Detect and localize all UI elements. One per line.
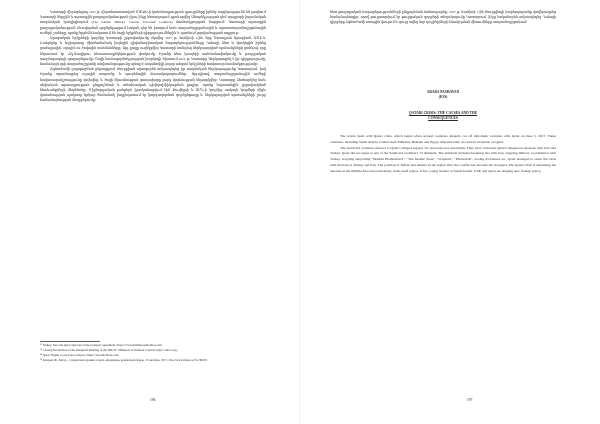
right-intro-text	[330, 10, 556, 26]
title-line-2: CONSEQUENCES	[428, 116, 458, 121]
page-number-right: 197	[467, 398, 473, 402]
footnote: ¹⁴ Qatar: flights to use Iran's airspace, https://en.radiofarda.com.	[40, 353, 120, 357]
right-page	[300, 0, 600, 424]
footnote: ¹³ Closing Declaration of the Inaugural Meeting of the IMCTC Ministers of Defense Council, https://imctc.org.	[40, 348, 178, 352]
abstract-paragraph-2: The Saudi led coalition referred to Qatar's alleged support for terrorism and extremism. They have criticized Qatar's dangerous relations with Iran and Turkey. Qatar did not agree to any of the Saudi-led coalition's 13 demands. The demands included breaking ties with Iran, stopping military coordination with Turkey, stopping supporting "Muslim Brotherhood", "The Islamic State", "al-Qaeda", "Hezbollah", closing Al-Jazeera etc. Qatar managed to resist the crisis with the help of Turkey and Iran. The position of Tehran and Ankara in the region after the conflict has become the strongest. The Qatari crisis is deepening the tensions in the Middle East and particularly in the Gulf region. A few young leaders of Saudi Arabia, UAE and Qatar are shaping new foreign policy.	[330, 145, 556, 173]
author-affiliation: (IOS)	[438, 95, 448, 100]
left-body-text	[40, 10, 266, 104]
abstract-paragraph-1: The article deals with Qatari crisis, which began when several countries abruptly cut off diplomatic relations with Qatar on June 5, 2017. These countries, including Saudi Arabia, United Arab Emirates, Bahrain and Egypt, imposed land, sea and air blockade on Qatar.	[330, 134, 556, 144]
abstract-text	[330, 134, 556, 175]
right-intro-paragraph: հետ քաղաքական հարաբերությունների ընդլայնման ճանապարհը։ 2017 թ. հունիսի 7-ին Թուրքիայի խորհրդարանը վավերացրեց համաձայնագիր, որով թույլատրվում էր թուրքական զորքերի տեղակայումը Կատարում, ինչը էականորեն ամրապնդեց Դոհայի դիրքերը ճգնաժամի առաջին փուլում և ցույց տվեց նոր դաշինքների ձևավորման միտումները տարածաշրջանում։	[330, 10, 556, 25]
author-block	[330, 90, 556, 101]
left-paragraph-2: Արաբական երկրների կողմից Կատարի շրջափակումը սկսվեց 2017 թ. հունիսի 5-ին, երբ Սաուդյան Արաբիան, ԱՄԷ-ն, Բահրեյնը և Եգիպտոսը միաժամանակ խզեցին դիվանագիտական հարաբերությունները Դոհայի հետ և փակեցին իրենց ցամաքային, օդային ու ծովային սահմանները։ Այդ քայլը ուղեկցվեց Կատարի հանդեպ ներկայացված պահանջների ցանկով, որը ներառում էր «Ալ-Ջազիրա» հեռուստաընկերության փակումը, Իրանի հետ կապերի սահմանափակումը և թուրքական ռազմաբազայի դադարեցումը։ Ծոցի համագործակցության խորհրդի նիստում 2022 թ. Կատարը ներկայացրել է իր դիրքորոշումը, համաձայն որի տարածաշրջանի անվտանգությունը պետք է ապահովվի բոլոր անդամ երկրների հավասար մասնակցությամբ։	[40, 36, 266, 67]
author-name: ARAKS PASHAYAN	[426, 90, 460, 94]
title-line-1: QATARI CRISIS: THE CAUSES AND THE	[408, 111, 478, 115]
footnote-rule	[40, 341, 100, 342]
left-paragraph-1: Կատարի վերաբերյալ 2015 թ. վերահաստատված ՄԱԳԽ-ի կանոնադրության դրույթները իրենց ազդեցությունն են թողնում Կատարի ներքին և արտաքին քաղաքականության վրա, ինչը հետագայում դրսևորվեց Ահաբեկչության դեմ պայքարի իսլամական ռազմական կոալիցիայում (The Islamic Military Counter Terrorism Coalition) մասնակցության հարցում։ Կատարի արտաքին քաղաքականության ձևավորման գործընթացում էական դեր են խաղում նաև տարածաշրջանային և արտատարածաշրջանային ուժերի շահերը, որոնք երբեմն հակասում են ծոցի երկրների դիրքորոշումներին և դառնում լարվածության աղբյուր։	[40, 10, 266, 35]
left-paragraph-3: Ճգնաժամի զարգացման ընթացքում Թուրքիան արագորեն ամրապնդեց իր ռազմական ներկայությունը Կատարում, իսկ Իրանը տրամադրեց օդային տարածք և պարենային մատակարարումներ։ Այդպիսով, տարածաշրջանային ուժերի հավասարակշռությունը փոխվեց, և ծոցի միասնության գաղափարը լուրջ փորձության ենթարկվեց։ Կատարը ձեռնարկեց նաև սեփական արտադրության ընդլայնման և տնտեսական դիվերսիֆիկացման քայլեր, որոնք նպաստեցին շրջափակման հետևանքների մեղմմանը։ Միջնորդական ջանքերն իրականացվում էին Քուվեյթի և ԱՄՆ-ի կողմից, սակայն կողմերի միջև վստահության պակասը երկար ժամանակ խոչընդոտում էր կարգավորման գործընթացը և ներկայացված պահանջների շուրջ համաձայնության ձեռքբերումը։	[40, 67, 266, 103]
footnotes	[40, 343, 266, 363]
article-title	[330, 111, 556, 122]
page-number-left: 196	[150, 398, 156, 402]
footnote: ¹⁵ Бахарев Ф., Катар – Саудовская Аравия: поиск «формулы» кризисной сферы, 13 октября, 2017, http://www.iimes.ru/?p=38183.	[40, 358, 208, 362]
footnote: ¹² Turkey, Iran and Qatar sign new trade-transport agreement, https://www.middleeastmonitor.com.	[40, 343, 163, 347]
